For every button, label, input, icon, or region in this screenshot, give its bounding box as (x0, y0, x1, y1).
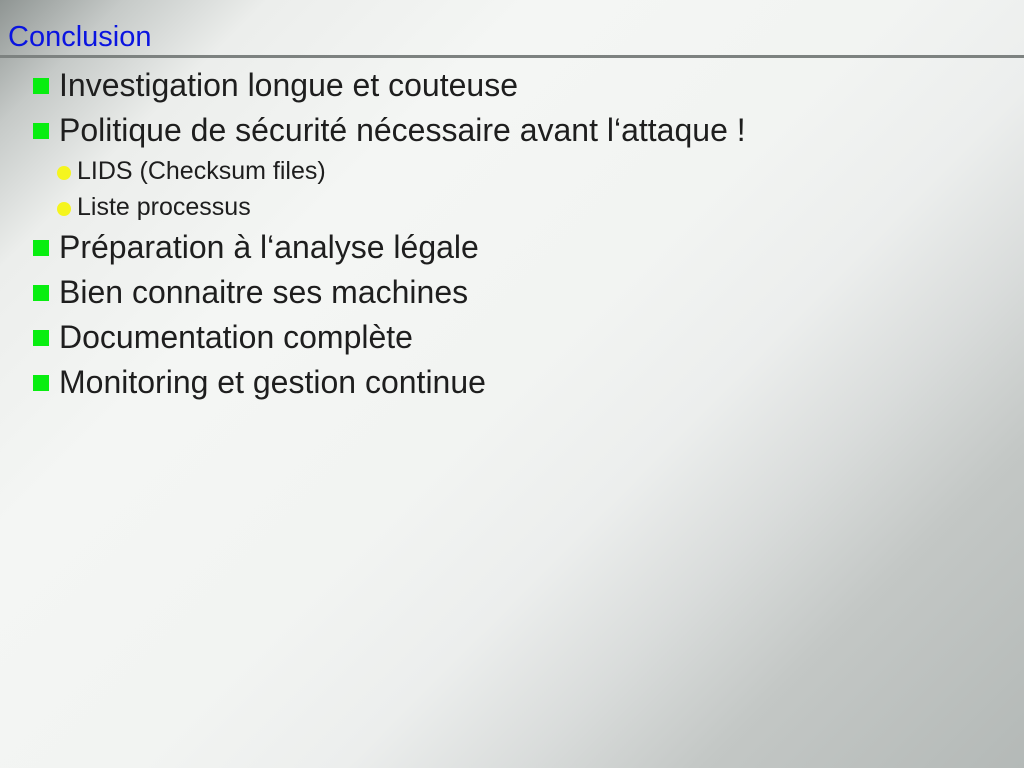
square-bullet-icon (33, 330, 49, 346)
bullet-text: Préparation à l‘analyse légale (59, 229, 479, 265)
sub-bullet-text: Liste processus (77, 192, 251, 221)
square-bullet-icon (33, 240, 49, 256)
bullet-text: Investigation longue et couteuse (59, 67, 518, 103)
bullet-item (0, 108, 1024, 153)
slide-title: Conclusion (8, 21, 152, 53)
circle-bullet-icon (57, 202, 71, 216)
bullet-item (0, 270, 1024, 315)
bullet-item (0, 360, 1024, 405)
bullet-item (0, 315, 1024, 360)
bullet-item (0, 63, 1024, 108)
square-bullet-icon (33, 78, 49, 94)
circle-bullet-icon (57, 166, 71, 180)
square-bullet-icon (33, 285, 49, 301)
bullet-list (0, 63, 1024, 405)
sub-bullet-item (0, 153, 1024, 189)
square-bullet-icon (33, 123, 49, 139)
sub-bullet-item (0, 189, 1024, 225)
title-divider (0, 55, 1024, 58)
bullet-text: Bien connaitre ses machines (59, 274, 469, 310)
bullet-text: Documentation complète (59, 319, 413, 355)
sub-bullet-text: LIDS (Checksum files) (77, 156, 326, 185)
bullet-item (0, 225, 1024, 270)
square-bullet-icon (33, 375, 49, 391)
bullet-text: Politique de sécurité nécessaire avant l‘attaque ! (59, 112, 746, 148)
bullet-text: Monitoring et gestion continue (59, 364, 486, 400)
